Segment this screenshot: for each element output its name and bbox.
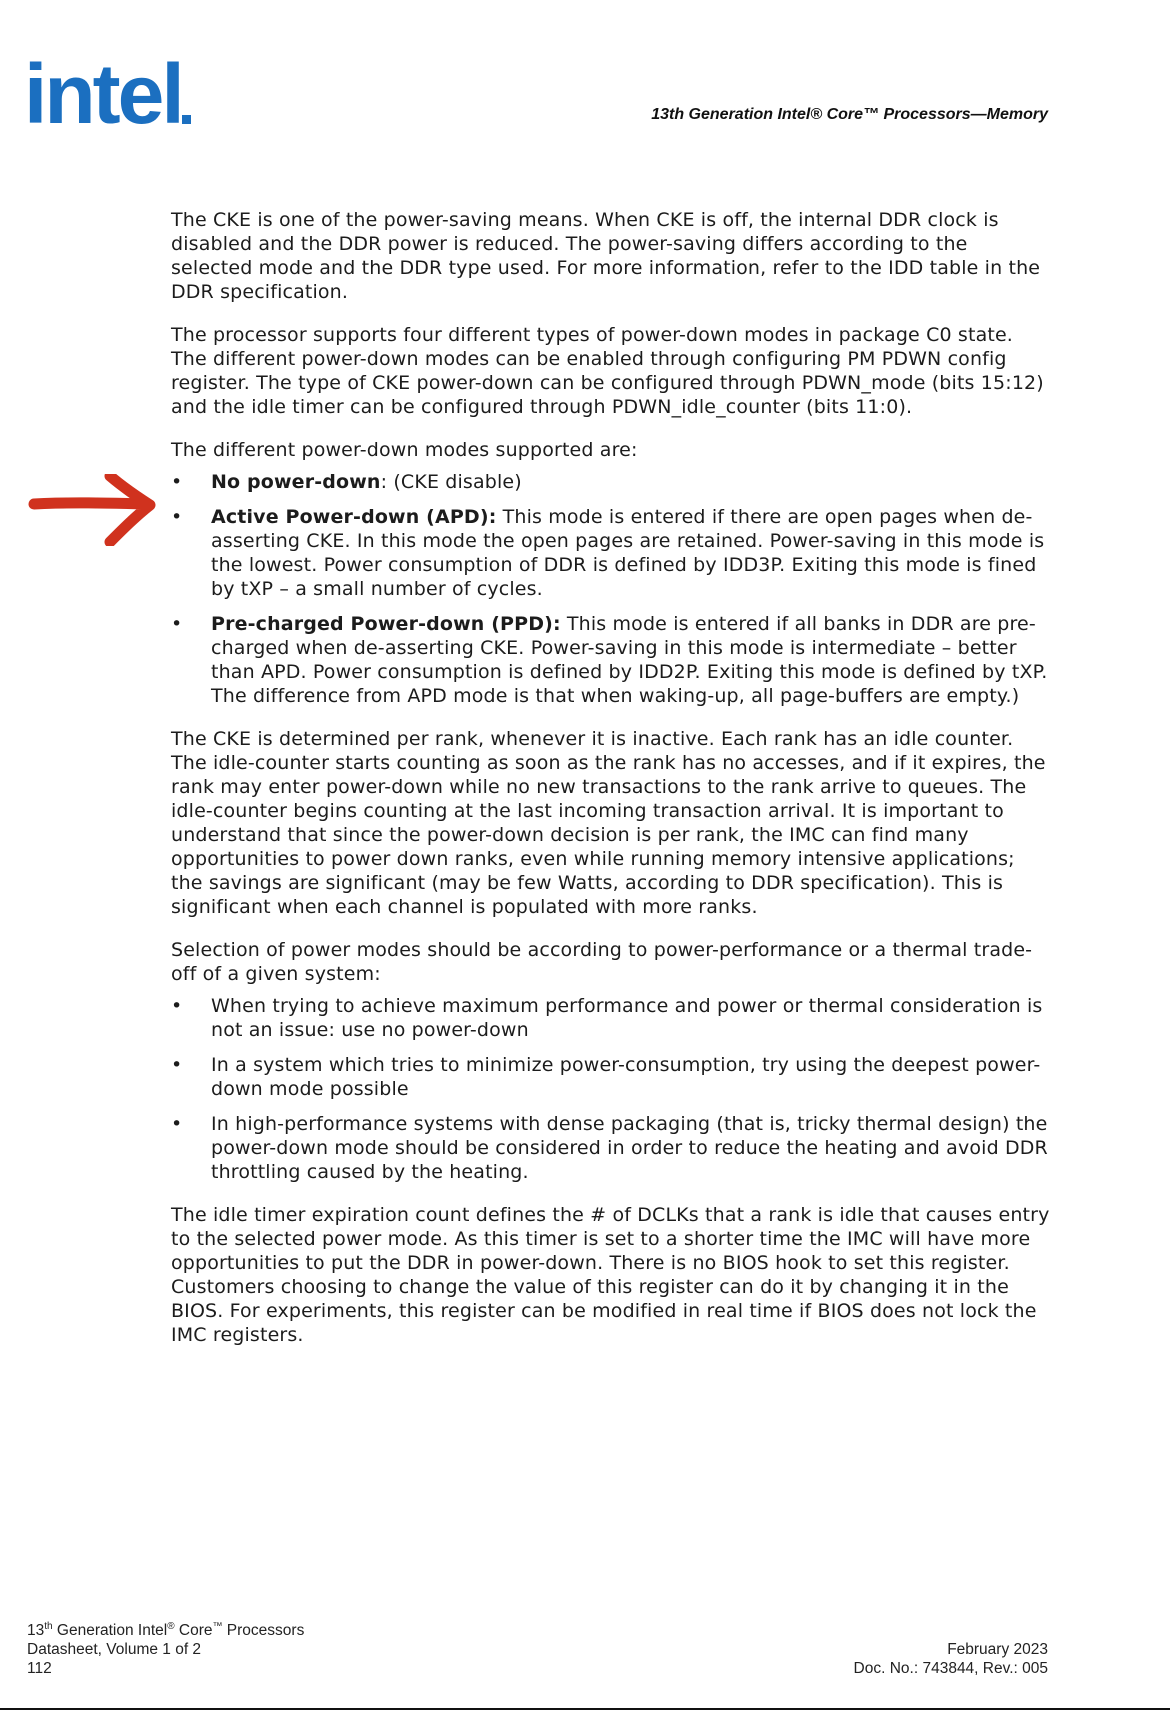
paragraph-modes-lead: The different power-down modes supported are: [171,439,638,461]
page-content [171,208,1051,1366]
red-arrow-annotation-icon [28,474,158,546]
footer-left [27,1621,304,1678]
definition: This mode is entered if there are open pages when de-asserting CKE. In this mode the open pages are retained. Power-saving in this mode is the lowest. Power consumption of DDR is defined by IDD3P. Exiting this mode is fined by tXP – a small number of cycles. [211,506,1045,600]
paragraph-power-down-types: The processor supports four different types of power-down modes in package C0 state. The different power-down modes can be enabled through configuring PM PDWN config register. The type of CKE power-down can be configured through PDWN_mode (bits 15:12) and the idle timer can be configured through PDWN_idle_counter (bits 11:0). [171,324,1044,418]
footer-right [854,1640,1048,1678]
footer-volume: Datasheet, Volume 1 of 2 [27,1641,202,1658]
list-item-text: In a system which tries to minimize power-consumption, try using the deepest power-down mode possible [211,1054,1041,1100]
intel-logo-text: intel [24,47,182,141]
footer-doc-number: Doc. No.: 743844, Rev.: 005 [853,1660,1048,1677]
list-item [171,994,1051,1042]
bullet: • [171,1054,183,1076]
definition: : (CKE disable) [380,471,522,493]
bullet: • [171,995,183,1017]
power-down-modes-list [171,470,1051,708]
bottom-rule [0,1708,1170,1710]
paragraph-selection-lead: Selection of power modes should be according to power-performance or a thermal trade-off of a given system: [171,939,1033,985]
intel-logo-dot [182,115,191,124]
list-item [171,1053,1051,1101]
paragraph-cke-intro: The CKE is one of the power-saving means. When CKE is off, the internal DDR clock is disabled and the DDR power is reduced. The power-saving differs according to the selected mode and the DDR type used. For more information, refer to the IDD table in the DDR specification. [171,209,1041,303]
bullet: • [171,471,183,493]
term: Pre-charged Power-down (PPD): [211,613,561,635]
selection-list [171,994,1051,1184]
paragraph-cke-per-rank: The CKE is determined per rank, whenever it is inactive. Each rank has an idle counter. The idle-counter starts counting as soon as the rank has no accesses, and if it expires, the rank may enter power-down while no new transactions to the rank arrive to queues. The idle-counter begins counting at the last incoming transaction arrival. It is important to understand that since the power-down decision is per rank, the IMC can find many opportunities to power down ranks, even while running memory intensive applications; the savings are significant (may be few Watts, according to DDR specification). This is significant when each channel is populated with more ranks. [171,728,1046,918]
bullet: • [171,506,183,528]
list-item-no-power-down [171,470,1051,494]
footer-product-line: 13th Generation Intel® Core™ Processors [27,1620,305,1639]
bullet: • [171,613,183,635]
definition: This mode is entered if all banks in DDR are pre-charged when de-asserting CKE. Power-saving in this mode is intermediate – better than APD. Power consumption is defined by IDD2P. Exiting this mode is defined by tXP. The difference from APD mode is that when waking-up, all page-buffers are empty.) [211,613,1048,707]
list-item-text: When trying to achieve maximum performance and power or thermal consideration is not an issue: use no power-down [211,995,1043,1041]
list-item-apd [171,505,1051,601]
running-header: 13th Generation Intel® Core™ Processors—Memory [651,106,1048,123]
paragraph-idle-timer: The idle timer expiration count defines the # of DCLKs that a rank is idle that causes entry to the selected power mode. As this timer is set to a shorter time the IMC will have more opportunities to put the DDR in power-down. There is no BIOS hook to set this register. Customers choosing to change the value of this register can do it by changing it in the BIOS. For experiments, this register can be modified in real time if BIOS does not lock the IMC registers. [171,1204,1050,1346]
page-number: 112 [27,1660,52,1677]
term: Active Power-down (APD): [211,506,497,528]
intel-logo [24,47,182,141]
list-item [171,1112,1051,1184]
term: No power-down [211,471,381,493]
bullet: • [171,1113,183,1135]
list-item-text: In high-performance systems with dense packaging (that is, tricky thermal design) the power-down mode should be considered in order to reduce the heating and avoid DDR throttling caused by the heating. [211,1113,1048,1183]
list-item-ppd [171,612,1051,708]
footer-date: February 2023 [947,1641,1048,1658]
